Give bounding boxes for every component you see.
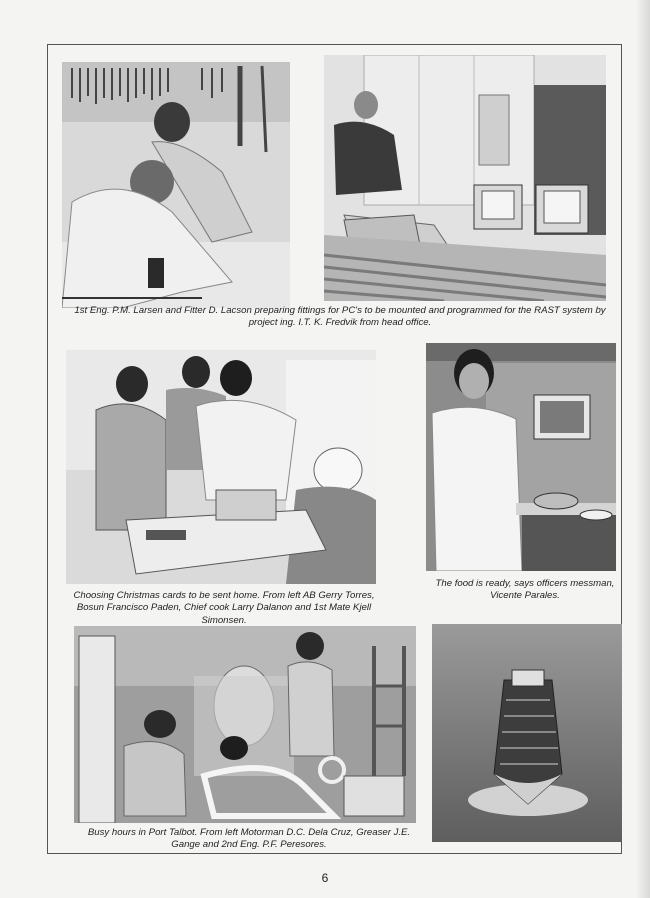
photo-christmas-cards — [66, 350, 376, 584]
caption-christmas-cards: Choosing Christmas cards to be sent home. From left AB Gerry Torres, Bosun Francisco Paden, Chief cook Larry Dalanon and 1st Mate Kjell Simonsen. — [73, 590, 375, 626]
caption-port-talbot: Busy hours in Port Talbot. From left Motorman D.C. Dela Cruz, Greaser J.E. Gange and 2nd Eng. P.F. Peresores. — [87, 827, 411, 851]
photo-office-computers — [324, 55, 606, 301]
photo-ship-at-sea — [432, 624, 622, 842]
photo-workshop-engineers — [62, 62, 290, 308]
page-number: 6 — [321, 871, 329, 885]
caption-engineers: 1st Eng. P.M. Larsen and Fitter D. Lacson preparing fittings for PC's to be mounted and programmed for the RAST system by project ing. I.T. K. Fredvik from head office. — [74, 305, 606, 329]
photo-messman — [426, 343, 616, 571]
caption-food: The food is ready, says officers messman, Vicente Parales. — [435, 578, 615, 602]
page-edge-shadow — [636, 0, 650, 898]
photo-engine-room — [74, 626, 416, 823]
